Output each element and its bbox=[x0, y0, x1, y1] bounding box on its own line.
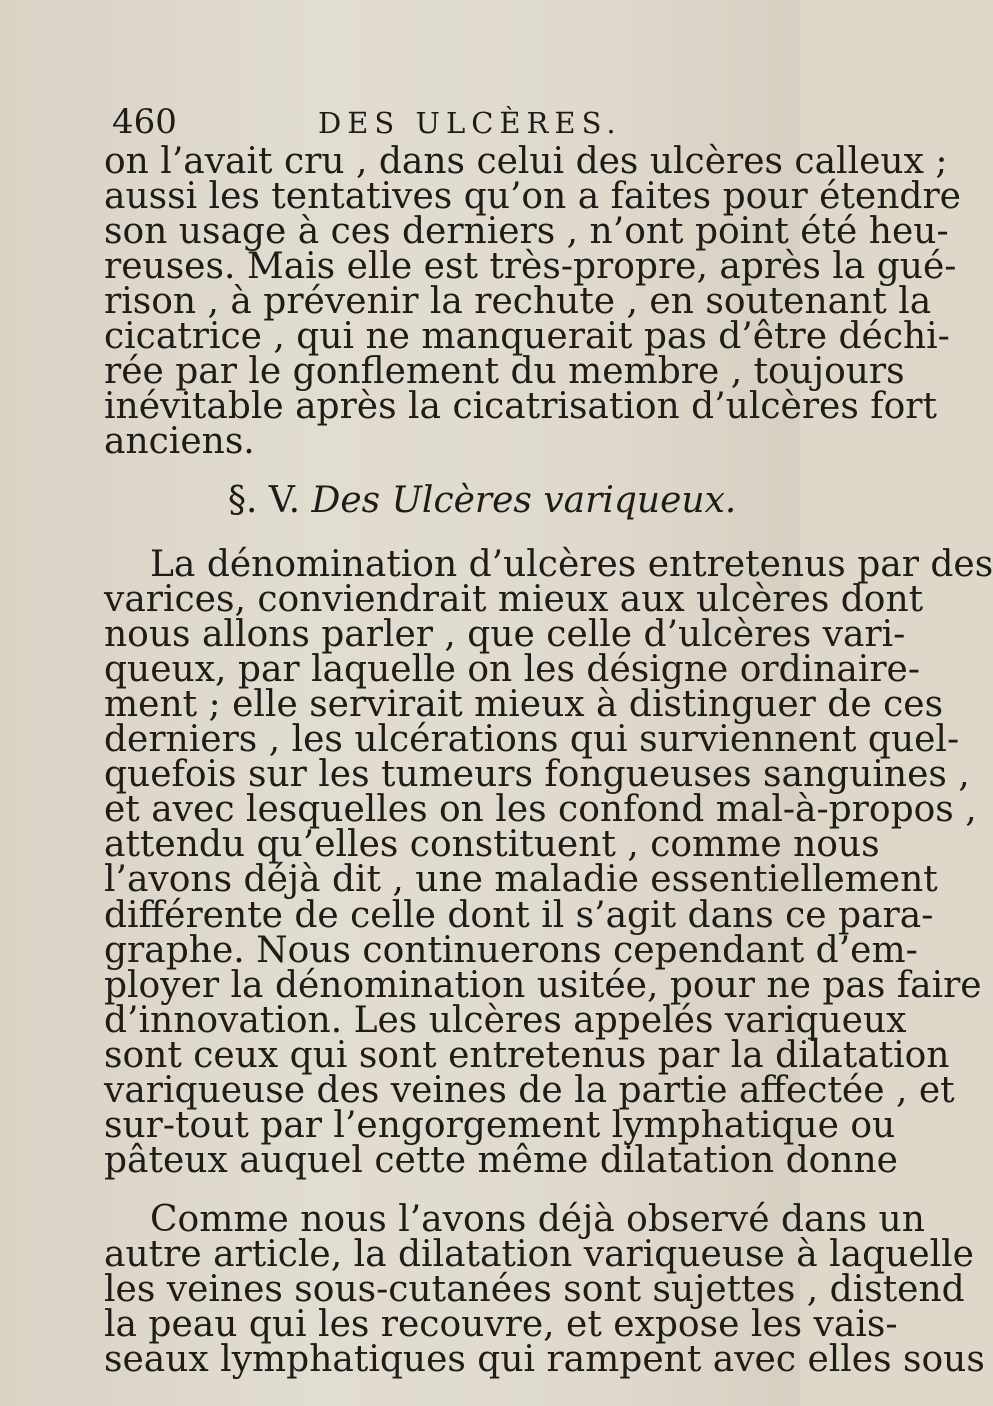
text-line: varices, conviendrait mieux aux ulcères dont bbox=[104, 579, 924, 621]
section-number: §. V. bbox=[228, 480, 301, 522]
section-heading bbox=[228, 479, 736, 523]
text-line: les veines sous-cutanées sont sujettes , distend bbox=[104, 1268, 965, 1310]
text-line: variqueuse des veines de la partie affectée , et bbox=[104, 1069, 955, 1111]
text-line: l’avons déjà dit , une maladie essentiellement bbox=[104, 859, 938, 901]
text-line: graphe. Nous continuerons cependant d’em- bbox=[104, 929, 918, 971]
text-line: d’innovation. Les ulcères appelés variqueux bbox=[104, 999, 907, 1041]
text-line: rée par le gonflement du membre , toujours bbox=[104, 351, 905, 393]
text-line: seaux lymphatiques qui rampent avec elles sous bbox=[104, 1339, 985, 1380]
text-line: nous allons parler , que celle d’ulcères vari- bbox=[104, 614, 906, 656]
text-line: son usage à ces derniers , n’ont point été heu- bbox=[104, 211, 949, 253]
text-line: sont ceux qui sont entretenus par la dilatation bbox=[104, 1034, 950, 1076]
text-line: et avec lesquelles on les confond mal-à-propos , bbox=[104, 789, 977, 831]
text-line: inévitable après la cicatrisation d’ulcères fort bbox=[104, 386, 937, 428]
text-line: La dénomination d’ulcères entretenus par des bbox=[150, 544, 993, 586]
text-line: autre article, la dilatation variqueuse à laquelle bbox=[104, 1233, 974, 1275]
text-line: ployer la dénomination usitée, pour ne pas faire bbox=[104, 964, 982, 1006]
text-line: pâteux auquel cette même dilatation donne bbox=[104, 1139, 898, 1181]
text-line: derniers , les ulcérations qui surviennent quel- bbox=[104, 719, 960, 761]
text-line: cicatrice , qui ne manquerait pas d’être déchi- bbox=[104, 316, 950, 358]
text-line: aussi les tentatives qu’on a faites pour étendre bbox=[104, 176, 961, 218]
page-number: 460 bbox=[112, 102, 177, 142]
text-line: anciens. bbox=[104, 421, 255, 463]
text-line: reuses. Mais elle est très-propre, après la gué- bbox=[104, 246, 957, 288]
text-line: rison , à prévenir la rechute , en soutenant la bbox=[104, 281, 932, 323]
text-line: quefois sur les tumeurs fongueuses sanguines , bbox=[104, 754, 970, 796]
text-line: Comme nous l’avons déjà observé dans un bbox=[150, 1198, 925, 1240]
section-title: Des Ulcères variqueux. bbox=[311, 480, 737, 522]
text-line: la peau qui les recouvre, et expose les vais- bbox=[104, 1303, 898, 1345]
text-line: on l’avait cru , dans celui des ulcères calleux ; bbox=[104, 141, 948, 182]
text-line: sur-tout par l’engorgement lymphatique ou bbox=[104, 1104, 896, 1146]
running-head: DES ULCÈRES. bbox=[318, 106, 622, 140]
text-line: ment ; elle servirait mieux à distinguer de ces bbox=[104, 684, 944, 726]
page-header bbox=[110, 102, 750, 142]
text-line: attendu qu’elles constituent , comme nous bbox=[104, 824, 880, 866]
text-line: queux, par laquelle on les désigne ordinaire- bbox=[104, 649, 920, 691]
text-line: différente de celle dont il s’agit dans ce para- bbox=[104, 894, 934, 936]
